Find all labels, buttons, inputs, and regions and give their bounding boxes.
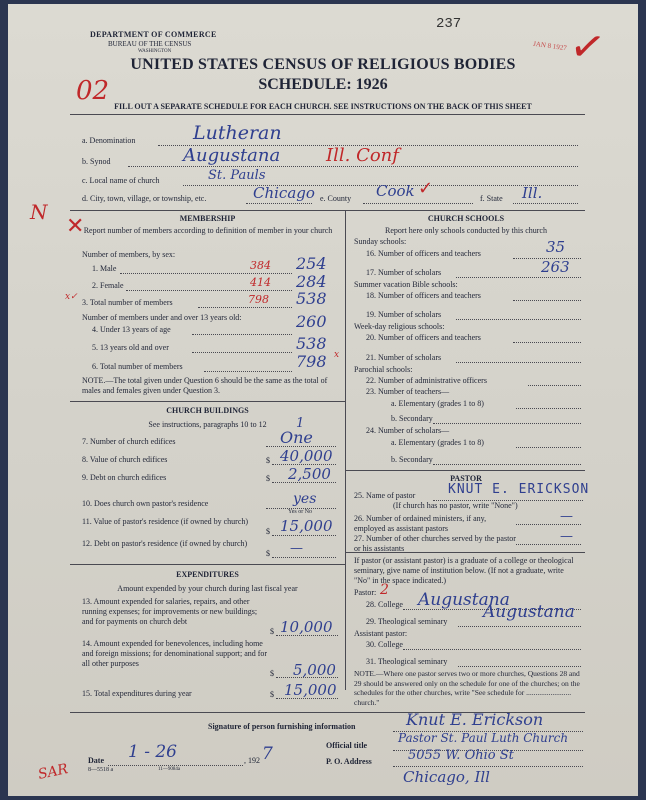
q10-label: 10. Does church own pastor's residence: [82, 499, 209, 508]
stamp-number: 237: [436, 16, 462, 32]
q31-label: 31. Theological seminary: [366, 657, 448, 666]
q16-label: 16. Number of officers and teachers: [366, 249, 481, 258]
q2-red-value: 414: [250, 276, 271, 289]
q20-label: 20. Number of officers and teachers: [366, 333, 481, 342]
synod-value[interactable]: Augustana: [183, 145, 281, 166]
q13-label: 13. Amount expended for salaries, repairs, and other running expenses; for improvements or new buildings; and for payments on church debt: [82, 597, 258, 626]
q27-label: 27. Number of other churches served by the pastor or his assistants: [354, 534, 516, 553]
pastor-note: NOTE.—Where one pastor serves two or more churches, Questions 28 and 29 should be answered only on the schedule for one of the churches; on the schedules for the other churches, write "See schedule for ........................ church.": [354, 669, 580, 707]
q29-label: 29. Theological seminary: [366, 617, 448, 626]
synod-extra-note: Ill. Conf: [326, 145, 399, 166]
expenditures-intro: Amount expended by your church during last fiscal year: [117, 584, 298, 593]
census-schedule-sheet: DEPARTMENT OF COMMERCE BUREAU OF THE CENSUS WASHINGTON 237 JAN 8 1927 ✓ UNITED STATES CENSUS OF RELIGIOUS BODIES SCHEDULE: 1926 02 FILL OUT A SEPARATE SCHEDULE FOR EACH CHURCH. SEE INSTRUCTIONS ON THE BACK OF THIS SHEET a. Denomination Lutheran b. Synod Augustana Ill. Conf c. Local name of church St. Pauls d. City, town, village, or township, etc. Chicago e. County Cook ✓ f. State Ill. N ✕ MEMBERSHIP Report number of members according to definition of member in your church Number of members, by sex: 1. Male 384 254 2. Female 414 284 x✓ 3. Total number of members 798 538 Number of members under and over 13 years old: 4. Under 13 years of age 260 5. 13 years old and over 538 6. Total number of members 798 x NOTE.—The total given under Question 6 should be the same as the total of males and females given under Question 3. CHURCH BUILDINGS See instructions, paragraphs 10 to 12 7. Number of church edifices 1 One 8. Value of church edifices $ 40,000 9. Debt on church edifices $ 2,500 10. Does church own pastor's residence yes Yes or No 11. Value of pastor's residence (if owned by church) $ 15,000 12. Debt on pastor's residence (if owned by church) $ — EXPENDITURES Amount expended by your church during last fiscal year 13. Amount expended for salaries, repairs, and other running expenses; for improvements or new buildings; and for payments on church debt $ 10,000 14. Amount expended for benevolences, including home and foreign missions; for denominational support; and for all other purposes $ 5,000 15. Total expenditures during year $ 15,000 CHURCH SCHOOLS Report here only schools conducted by this church Sunday schools: 16. Number of officers and teachers 35 17. Number of scholars 263 Summer vacation Bible schools: 18. Number of officers and teachers 19. Number of scholars Week-day religious schools: 20. Number of officers and teachers 21. Number of scholars Parochial schools: 22. Number of administrative officers 23. Number of teachers— a. Elementary (grades 1 to 8) b. Secondary 24. Number of scholars— a. Elementary (grades 1 to 8) b. Secondary PASTOR 25. Name of pastor KNUT E. ERICKSON (If church has no pastor, write "None") 26. Number of ordained ministers, if any, employed as assistant pastors — 27. Number of other churches served by the pastor or his assistants — If pastor (or assistant pastor) is a graduate of a college or theological seminary, give name of institution below. (If not a graduate, write "No" in the space indicated.) Pastor: 2 28. College Augustana 29. Theological seminary Augustana Assistant pastor: 30. College 31. Theological seminary NOTE.—Where one pastor serves two or more churches, Questions 28 and 29 should be answered only on the schedule for one of the churches; on the schedules for the other churches, write "See schedule for ........................ church." Signature of person furnishing information Knut E. Erickson Official title Pastor St. Paul Luth Church Date 1 - 26 , 192 7 P. O. Address 5055 W. Ohio St Chicago, Ill 8—5518 a 11—9084a SAR: [8, 4, 638, 796]
official-title-label: Official title: [326, 741, 368, 750]
q5-label: 5. 13 years old and over: [92, 343, 169, 352]
q7-value[interactable]: One: [280, 428, 313, 447]
q28-label: 28. College: [366, 600, 403, 609]
po-address-label: P. O. Address: [326, 757, 372, 766]
state-label: f. State: [480, 194, 503, 203]
q23b-label: b. Secondary: [391, 414, 433, 423]
q7-label: 7. Number of church edifices: [82, 437, 176, 446]
membership-intro: Report number of members according to definition of member in your church: [83, 226, 333, 235]
bureau-label: BUREAU OF THE CENSUS: [108, 40, 192, 48]
q3-value[interactable]: 538: [296, 289, 327, 308]
q8-value[interactable]: 40,000: [280, 447, 333, 465]
department-label: DEPARTMENT OF COMMERCE: [90, 30, 217, 39]
q14-label: 14. Amount expended for benevolences, including home and foreign missions; for denominational support; and for all other purposes: [82, 639, 268, 668]
instructions-line: FILL OUT A SEPARATE SCHEDULE FOR EACH CHURCH. SEE INSTRUCTIONS ON THE BACK OF THIS SHEET: [114, 102, 532, 111]
q24-label: 24. Number of scholars—: [366, 426, 450, 435]
margin-mark-n: N: [30, 200, 48, 224]
local-name-value[interactable]: St. Pauls: [208, 168, 266, 183]
q9-label: 9. Debt on church edifices: [82, 473, 167, 482]
year-value[interactable]: 7: [262, 744, 273, 764]
q6-value[interactable]: 798: [296, 352, 327, 371]
q5-value[interactable]: 538: [296, 334, 327, 353]
q1-value[interactable]: 254: [296, 254, 327, 273]
county-check-icon: ✓: [418, 178, 434, 199]
q2-label: 2. Female: [92, 281, 124, 290]
po-address-value[interactable]: 5055 W. Ohio St: [408, 748, 514, 763]
q18-label: 18. Number of officers and teachers: [366, 291, 481, 300]
parochial-schools-label: Parochial schools:: [354, 365, 413, 374]
official-title-value[interactable]: Pastor St. Paul Luth Church: [398, 731, 569, 745]
q13-value[interactable]: 10,000: [280, 618, 333, 636]
q11-value[interactable]: 15,000: [280, 517, 333, 535]
graduate-note: If pastor (or assistant pastor) is a graduate of a college or theological seminary, give name of institution below. (If not a graduate, write "No" in the space indicated.): [354, 556, 574, 585]
membership-note: NOTE.—The total given under Question 6 should be the same as the total of males and females given under Question 3.: [82, 376, 328, 395]
q15-label: 15. Total expenditures during year: [82, 689, 192, 698]
county-label: e. County: [320, 194, 352, 203]
q12-label: 12. Debt on pastor's residence (if owned by church): [82, 539, 248, 548]
q9-value[interactable]: 2,500: [288, 465, 331, 483]
q21-label: 21. Number of scholars: [366, 353, 442, 362]
age-label: Number of members under and over 13 years old:: [82, 313, 242, 322]
signature-value[interactable]: Knut E. Erickson: [406, 710, 544, 729]
q3-margin-mark: x✓: [65, 292, 78, 302]
q26-label: 26. Number of ordained ministers, if any, employed as assistant pastors: [354, 514, 487, 533]
po-city-value[interactable]: Chicago, Ill: [403, 768, 490, 786]
buildings-heading: CHURCH BUILDINGS: [166, 406, 249, 415]
q7-extra-mark: 1: [296, 416, 305, 431]
pastor-sub-label: Pastor:: [354, 588, 377, 597]
q17-value[interactable]: 263: [541, 258, 570, 276]
q2-value[interactable]: 284: [296, 272, 327, 291]
date-value[interactable]: 1 - 26: [128, 742, 177, 762]
q26-value[interactable]: —: [560, 509, 573, 524]
form-title: UNITED STATES CENSUS OF RELIGIOUS BODIES: [130, 56, 516, 73]
q29-value[interactable]: Augustana: [483, 602, 575, 622]
form-number: 8—5518 a: [88, 767, 114, 773]
q23-label: 23. Number of teachers—: [366, 387, 450, 396]
buildings-intro: See instructions, paragraphs 10 to 12: [148, 420, 267, 429]
q4-value[interactable]: 260: [296, 312, 327, 331]
print-number: 11—9084a: [158, 767, 181, 772]
q28-value[interactable]: Augustana: [418, 590, 510, 610]
membership-heading: MEMBERSHIP: [179, 214, 236, 223]
q24a-label: a. Elementary (grades 1 to 8): [391, 438, 484, 447]
q1-label: 1. Male: [92, 264, 117, 273]
pastor-mark: 2: [380, 582, 389, 598]
q17-label: 17. Number of scholars: [366, 268, 442, 277]
cross-mark-icon: ✕: [66, 214, 85, 239]
weekday-schools-label: Week-day religious schools:: [354, 322, 445, 331]
date-label: Date: [88, 756, 104, 765]
q3-label: 3. Total number of members: [82, 298, 173, 307]
schools-heading: CHURCH SCHOOLS: [427, 214, 505, 223]
members-by-sex-label: Number of members, by sex:: [82, 250, 176, 259]
city-label: WASHINGTON: [138, 49, 172, 54]
q16-value[interactable]: 35: [546, 238, 566, 256]
q6-margin-mark: x: [334, 350, 340, 360]
summer-schools-label: Summer vacation Bible schools:: [354, 280, 458, 289]
signature-label: Signature of person furnishing information: [208, 722, 356, 731]
assistant-pastor-label: Assistant pastor:: [354, 629, 408, 638]
q30-label: 30. College: [366, 640, 403, 649]
denomination-value[interactable]: Lutheran: [193, 122, 282, 144]
q14-value[interactable]: 5,000: [293, 661, 336, 679]
city-town-label: d. City, town, village, or township, etc.: [82, 194, 207, 203]
q8-label: 8. Value of church edifices: [82, 455, 168, 464]
synod-label: b. Synod: [82, 157, 111, 166]
q3-red-value: 798: [248, 293, 269, 306]
checkmark-icon: ✓: [566, 19, 610, 74]
sunday-schools-label: Sunday schools:: [354, 237, 407, 246]
state-value[interactable]: Ill.: [522, 184, 543, 202]
q24b-label: b. Secondary: [391, 455, 433, 464]
schools-intro: Report here only schools conducted by this church: [385, 226, 547, 235]
q25-hint: (If church has no pastor, write "None"): [393, 501, 518, 510]
q10-value[interactable]: yes: [293, 491, 317, 507]
form-subtitle: SCHEDULE: 1926: [258, 76, 388, 93]
denomination-label: a. Denomination: [82, 136, 136, 145]
city-town-value[interactable]: Chicago: [253, 184, 315, 202]
q11-label: 11. Value of pastor's residence (if owned by church): [82, 517, 249, 526]
q6-label: 6. Total number of members: [92, 362, 183, 371]
local-name-label: c. Local name of church: [82, 176, 160, 185]
corner-mark: SAR: [36, 761, 70, 783]
q4-label: 4. Under 13 years of age: [92, 325, 171, 334]
q19-label: 19. Number of scholars: [366, 310, 442, 319]
q25-label: 25. Name of pastor: [354, 491, 416, 500]
pastor-heading: PASTOR: [450, 474, 482, 483]
q25-value[interactable]: KNUT E. ERICKSON: [448, 482, 590, 497]
expenditures-heading: EXPENDITURES: [176, 570, 239, 579]
yes-no-hint: Yes or No: [288, 509, 313, 515]
received-date-stamp: JAN 8 1927: [532, 39, 568, 53]
code-mark: 02: [76, 76, 110, 106]
county-value[interactable]: Cook: [376, 182, 415, 200]
q23a-label: a. Elementary (grades 1 to 8): [391, 399, 484, 408]
q1-red-value: 384: [250, 259, 271, 272]
q27-value[interactable]: —: [560, 529, 573, 544]
year-prefix: , 192: [244, 756, 260, 765]
q12-value[interactable]: —: [290, 541, 303, 556]
q22-label: 22. Number of administrative officers: [366, 376, 487, 385]
q15-value[interactable]: 15,000: [284, 681, 337, 699]
